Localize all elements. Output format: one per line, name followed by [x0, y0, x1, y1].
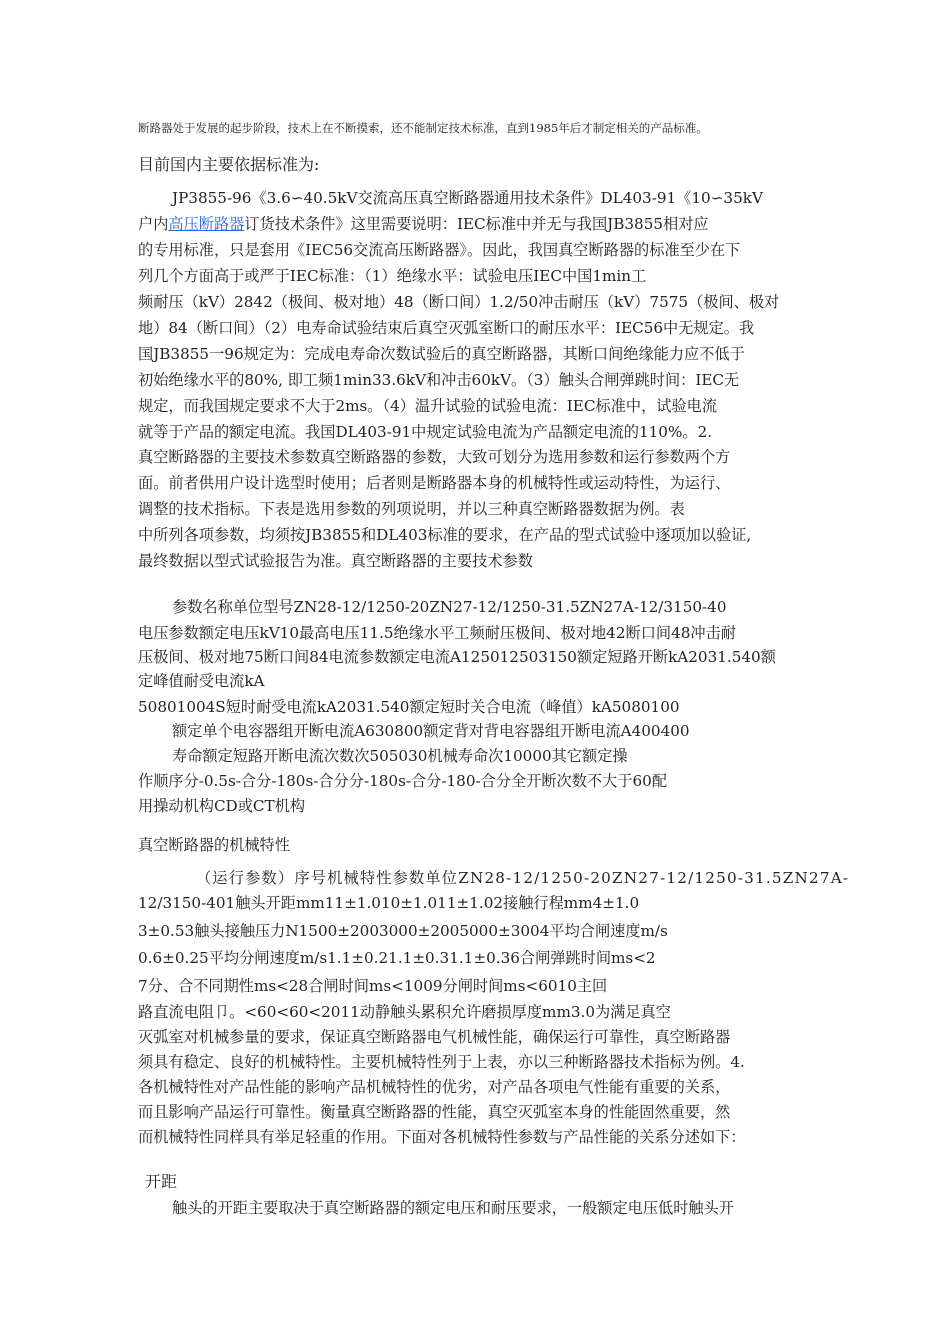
paragraph-line: 国JB3855一96规定为：完成电寿命次数试验后的真空断路器，其断口间绝缘能力应不低于: [138, 345, 745, 363]
paragraph-line: 真空断路器的主要技术参数真空断路器的参数，大致可划分为选用参数和运行参数两个方: [138, 448, 731, 466]
paragraph-line: 须具有稳定、良好的机械特性。主要机械特性列于上表，亦以三种断路器技术指标为例。4.: [138, 1053, 745, 1071]
paragraph-line: [138, 213, 709, 235]
table-line: 路直流电阻卩。<60<60<2011动静触头累积允许磨损厚度mm3.0为满足真空: [138, 1003, 671, 1021]
table-line: 压极间、极对地75断口间84电流参数额定电流A125012503150额定短路开断kA2031.540额: [138, 648, 776, 666]
table-line: （运行参数）序号机械特性参数单位ZN28-12/1250-20ZN27-12/1250-31.5ZN27A-: [196, 869, 850, 887]
table-line: 电压参数额定电压kV10最高电压11.5绝缘水平工频耐压极间、极对地42断口间48冲击耐: [138, 624, 736, 642]
paragraph-line: 的专用标准，只是套用《IEC56交流高压断路器》。因此，我国真空断路器的标准至少在下: [138, 241, 741, 259]
table-line: 寿命额定短路开断电流次数次505030机械寿命次10000其它额定操: [172, 747, 628, 765]
table-line: 用操动机构CD或CT机构: [138, 797, 306, 815]
table-line: 3±0.53触头接触压力N1500±2003000±2005000±3004平均合闸速度m/s: [138, 922, 668, 940]
paragraph-line: JP3855-96《3.6∽40.5kV交流高压真空断路器通用技术条件》DL403-91《10∽35kV: [172, 189, 763, 207]
paragraph-line: 各机械特性对产品性能的影响产品机械特性的优劣，对产品各项电气性能有重要的关系，: [138, 1078, 731, 1096]
table-line: 7分、合不同期性ms<28合闸时间ms<1009分闸时间ms<6010主回: [138, 977, 608, 995]
table-line: 12/3150-401触头开距mm11±1.010±1.011±1.02接触行程mm4±1.0: [138, 894, 640, 912]
section-heading: 开距: [145, 1172, 178, 1191]
paragraph-line: 面。前者供用户设计选型时使用；后者则是断路器本身的机械特性或运动特性，为运行、: [138, 474, 731, 492]
table-line: 参数名称单位型号ZN28-12/1250-20ZN27-12/1250-31.5ZN27A-12/3150-40: [172, 598, 727, 616]
paragraph-line: 灭弧室对机械参量的要求，保证真空断路器电气机械性能，确保运行可靠性，真空断路器: [138, 1028, 731, 1046]
paragraph-line: 而且影响产品运行可靠性。衡量真空断路器的性能，真空灭弧室本身的性能固然重要，然: [138, 1103, 731, 1121]
paragraph-line: 就等于产品的额定电流。我国DL403-91中规定试验电流为产品额定电流的110%。2.: [138, 423, 713, 441]
text-run: 户内: [138, 215, 169, 233]
section-heading: 目前国内主要依据标准为:: [138, 155, 320, 174]
paragraph-line: 最终数据以型式试验报告为准。真空断路器的主要技术参数: [138, 552, 533, 570]
table-line: 0.6±0.25平均分闸速度m/s1.1±0.21.1±0.31.1±0.36合闸弹跳时间ms<2: [138, 949, 656, 967]
text-run: 订货技术条件》这里需要说明：IEC标准中并无与我国JB3855相对应: [244, 215, 709, 233]
paragraph-line: 规定，而我国规定要求不大于2ms。（4）温升试验的试验电流：IEC标准中，试验电流: [138, 397, 718, 415]
paragraph-line: 列几个方面高于或严于IEC标准：（1）绝缘水平：试验电压IEC中国1min工: [138, 267, 647, 285]
link-high-voltage-breaker[interactable]: 高压断路器: [168, 215, 245, 233]
paragraph-line: 地）84（断口间）（2）电寿命试验结束后真空灭弧室断口的耐压水平：IEC56中无规定。我: [138, 319, 755, 337]
paragraph-line: 频耐压（kV）2842（极间、极对地）48（断口间）1.2/50冲击耐压（kV）7575（极间、极对: [138, 293, 780, 311]
table-line: 作顺序分-0.5s-合分-180s-合分分-180s-合分-180-合分全开断次数不大于60配: [138, 772, 668, 790]
paragraph-line: 而机械特性同样具有举足轻重的作用。下面对各机械特性参数与产品性能的关系分述如下：: [138, 1128, 746, 1146]
paragraph-line: 中所列各项参数，均须按JB3855和DL403标准的要求，在产品的型式试验中逐项加以验证,: [138, 526, 752, 544]
paragraph-line: 触头的开距主要取决于真空断路器的额定电压和耐压要求，一般额定电压低时触头开: [172, 1199, 734, 1217]
table-line: 额定单个电容器组开断电流A630800额定背对背电容器组开断电流A400400: [172, 722, 690, 740]
paragraph-line: 初始绝缘水平的80%, 即工频1min33.6kV和冲击60kV。（3）触头合闸弹跳时间：IEC无: [138, 371, 740, 389]
paragraph-line: 断路器处于发展的起步阶段，技术上在不断摸索，还不能制定技术标准，直到1985年后才制定相关的产品标准。: [138, 121, 708, 135]
table-line: 50801004S短时耐受电流kA2031.540额定短时关合电流（峰值）kA5080100: [138, 698, 680, 716]
paragraph-line: 调整的技术指标。下表是选用参数的列项说明，并以三种真空断路器数据为例。表: [138, 500, 685, 518]
section-heading: 真空断路器的机械特性: [138, 836, 290, 854]
table-line: 定峰值耐受电流kA: [138, 672, 265, 690]
